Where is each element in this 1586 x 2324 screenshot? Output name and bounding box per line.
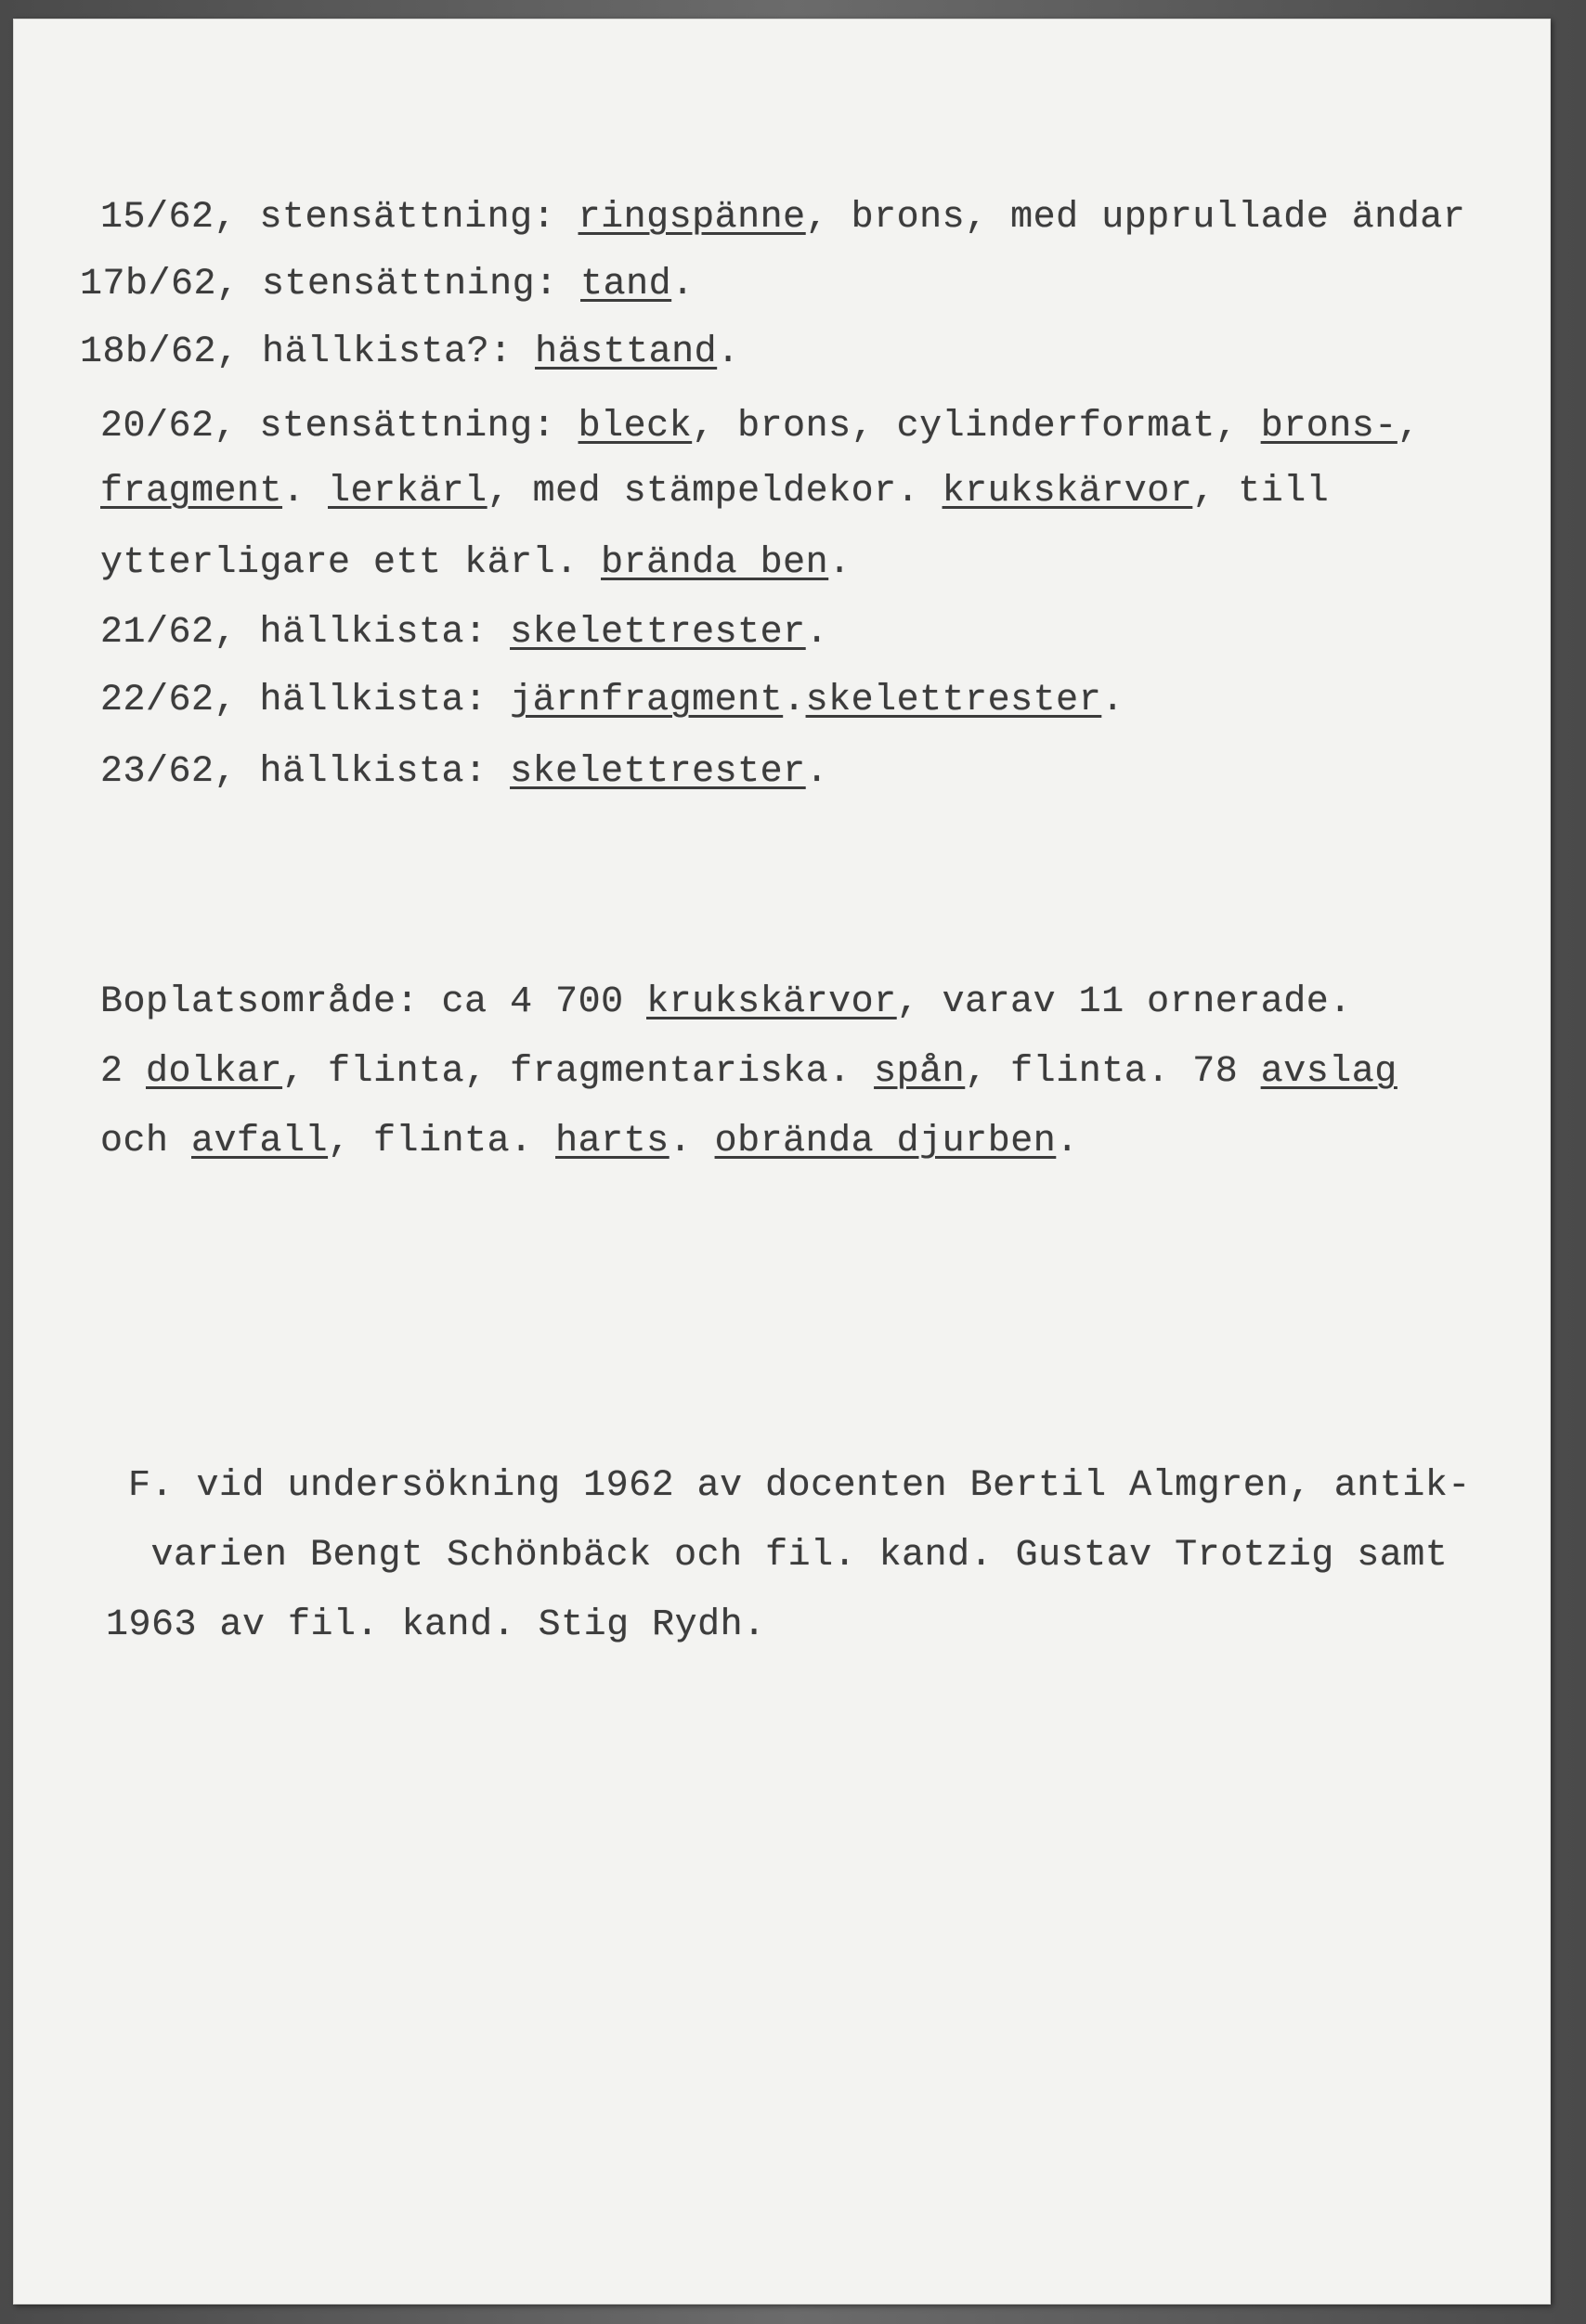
settlement-line-1: Boplatsområde: ca 4 700 krukskärvor, varav 11 ornerade.	[100, 981, 1352, 1023]
find-line-3: 18b/62, hällkista?: hästtand.	[80, 331, 740, 373]
find-line-6: ytterligare ett kärl. brända ben.	[100, 542, 852, 584]
footer-line-1: F. vid undersökning 1962 av docenten Bertil Almgren, antik-	[128, 1465, 1471, 1507]
settlement-line-2: 2 dolkar, flinta, fragmentariska. spån, flinta. 78 avslag	[100, 1051, 1398, 1093]
find-line-1: 15/62, stensättning: ringspänne, brons, med upprullade ändar	[100, 197, 1466, 239]
find-line-5: fragment. lerkärl, med stämpeldekor. krukskärvor, till	[100, 471, 1330, 513]
find-line-4: 20/62, stensättning: bleck, brons, cylinderformat, brons-,	[100, 406, 1421, 448]
find-line-9: 23/62, hällkista: skelettrester.	[100, 751, 829, 793]
footer-line-2: varien Bengt Schönbäck och fil. kand. Gustav Trotzig samt	[128, 1535, 1449, 1577]
index-card	[13, 19, 1551, 2305]
settlement-line-3: och avfall, flinta. harts. obrända djurben.	[100, 1121, 1079, 1162]
find-line-8: 22/62, hällkista: järnfragment.skelettrester.	[100, 680, 1124, 721]
footer-line-3: 1963 av fil. kand. Stig Rydh.	[106, 1604, 766, 1646]
find-line-2: 17b/62, stensättning: tand.	[80, 264, 695, 305]
find-line-7: 21/62, hällkista: skelettrester.	[100, 612, 829, 654]
